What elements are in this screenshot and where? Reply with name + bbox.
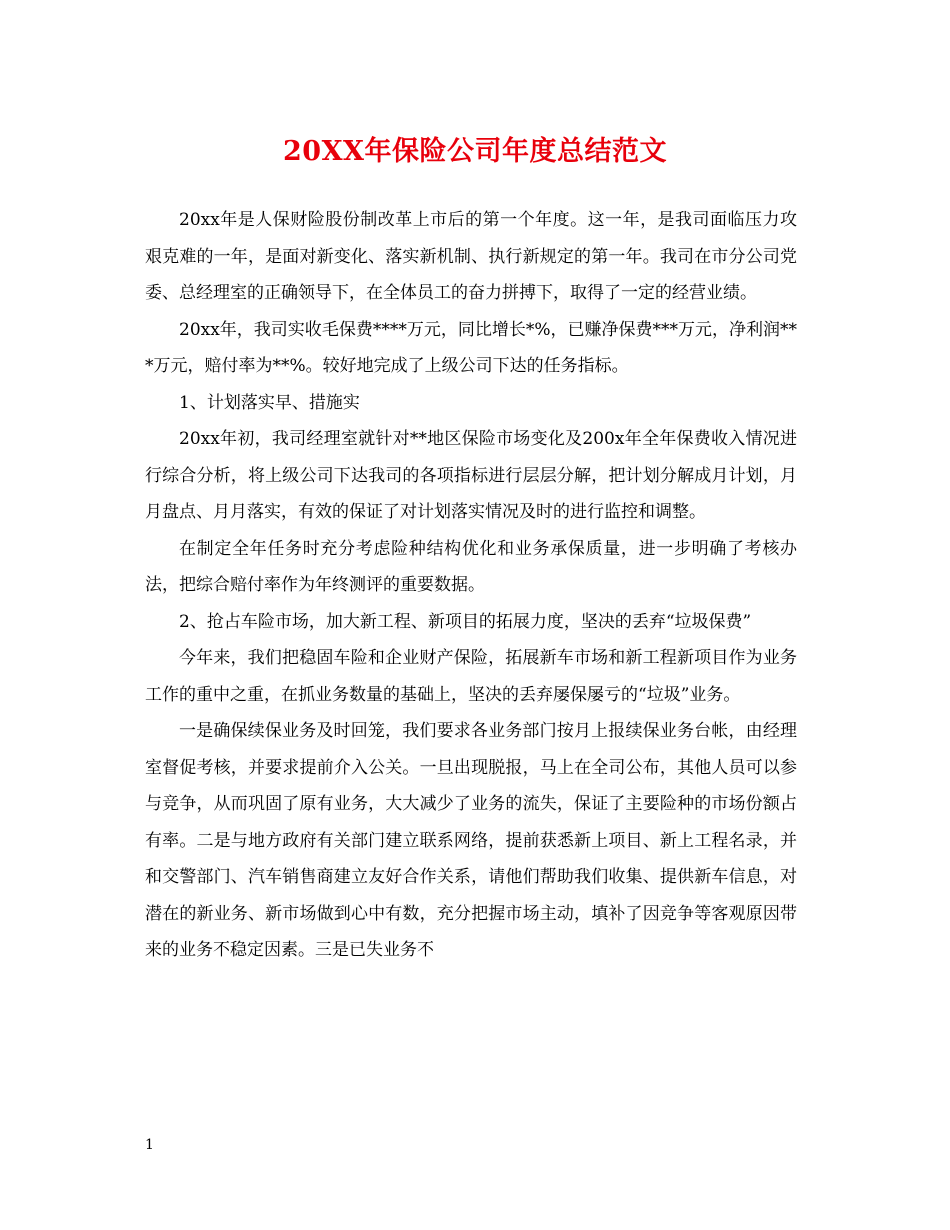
- document-body: [145, 202, 797, 969]
- section-heading-2: 2、抢占车险市场，加大新工程、新项目的拓展力度，坚决的丢弃“垃圾保费”: [179, 611, 752, 632]
- paragraph-plan: 20xx年初，我司经理室就针对**地区保险市场变化及200x年全年保费收入情况进行综合分析，将上级公司下达我司的各项指标进行层层分解，把计划分解成月计划，月月盘点、月月落实，有效的保证了对计划落实情况及时的进行监控和调整。: [145, 429, 797, 522]
- document-title: 20XX年保险公司年度总结范文: [283, 136, 667, 167]
- section-heading-1: 1、计划落实早、措施实: [179, 392, 360, 413]
- paragraph-auto-insurance: 今年来，我们把稳固车险和企业财产保险，拓展新车市场和新工程新项目作为业务工作的重中之重，在抓业务数量的基础上，坚决的丢弃屡保屡亏的“垃圾”业务。: [145, 648, 797, 705]
- paragraph-intro: 20xx年是人保财险股份制改革上市后的第一个年度。这一年，是我司面临压力攻艰克难的一年，是面对新变化、落实新机制、执行新规定的第一年。我司在市分公司党委、总经理室的正确领导下，在全体员工的奋力拼搏下，取得了一定的经营业绩。: [145, 210, 797, 303]
- page-number: 1: [145, 1137, 154, 1153]
- paragraph-results: 20xx年，我司实收毛保费****万元，同比增长*%，已赚净保费***万元，净利润***万元，赔付率为**%。较好地完成了上级公司下达的任务指标。: [145, 319, 797, 376]
- paragraph-assessment: 在制定全年任务时充分考虑险种结构优化和业务承保质量，进一步明确了考核办法，把综合赔付率作为年终测评的重要数据。: [145, 538, 797, 595]
- paragraph-measures: 一是确保续保业务及时回笼，我们要求各业务部门按月上报续保业务台帐，由经理室督促考核，并要求提前介入公关。一旦出现脱报，马上在全司公布，其他人员可以参与竞争，从而巩固了原有业务，大大减少了业务的流失，保证了主要险种的市场份额占有率。二是与地方政府有关部门建立联系网络，提前获悉新上项目、新上工程名录，并和交警部门、汽车销售商建立友好合作关系，请他们帮助我们收集、提供新车信息，对潜在的新业务、新市场做到心中有数，充分把握市场主动，填补了因竞争等客观原因带来的业务不稳定因素。三是已失业务不: [145, 721, 797, 960]
